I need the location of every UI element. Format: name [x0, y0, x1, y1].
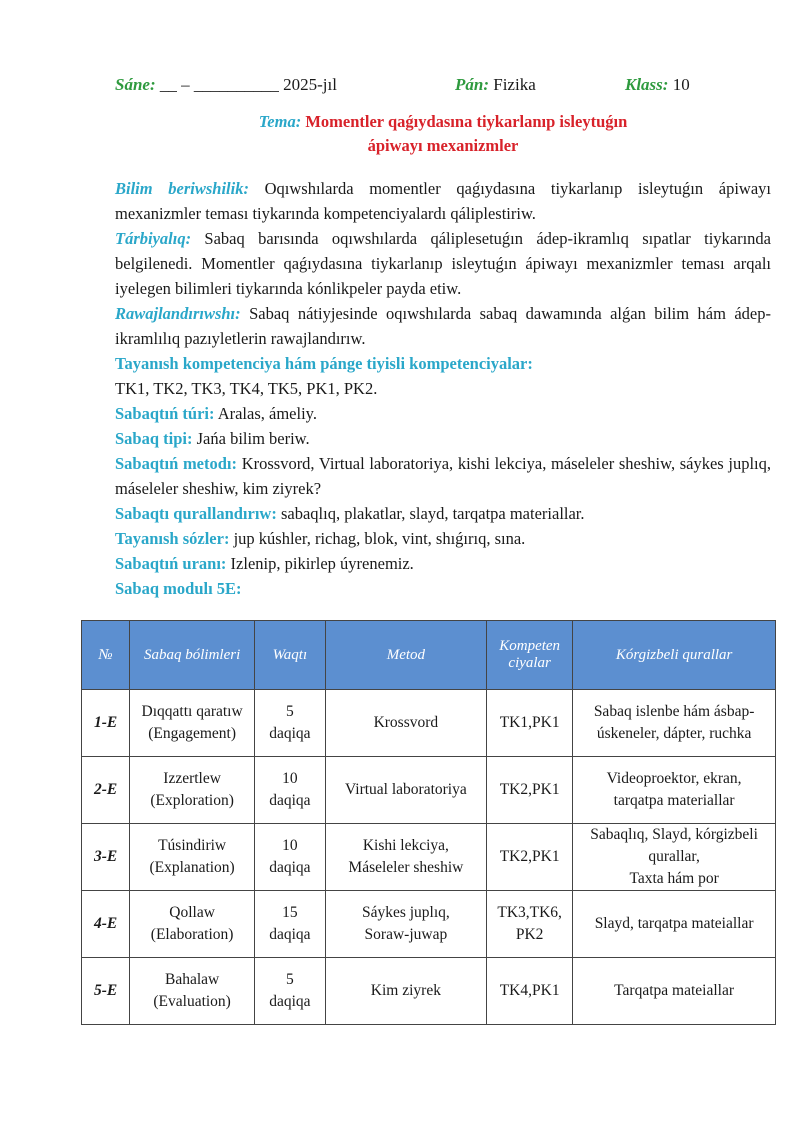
- lesson-tools: [115, 501, 771, 526]
- row-number: 4-E: [82, 891, 130, 958]
- competence-cell: TK1,PK1: [487, 690, 573, 757]
- competence-cell: TK4,PK1: [487, 958, 573, 1025]
- section-cell: Bahalaw (Evaluation): [130, 958, 255, 1025]
- row-number: 3-E: [82, 824, 130, 891]
- method-cell: Krossvord: [325, 690, 486, 757]
- keywords-label: Tayanısh sózler:: [115, 529, 230, 548]
- lesson-kind-text: Aralas, ámeliy.: [217, 404, 317, 423]
- time-cell: 10 daqiqa: [255, 824, 326, 891]
- lesson-plan-table: [81, 620, 776, 1025]
- upbringing-label: Tárbiyalıq:: [115, 229, 192, 248]
- time-cell: 5 daqiqa: [255, 958, 326, 1025]
- time-cell: 15 daqiqa: [255, 891, 326, 958]
- lesson-kind-label: Sabaqtıń túri:: [115, 404, 215, 423]
- module-heading: [115, 576, 771, 601]
- table-row: [82, 690, 776, 757]
- date-value: __ – __________ 2025-jıl: [159, 75, 337, 94]
- motto-label: Sabaqtıń uranı:: [115, 554, 227, 573]
- table-row: [82, 891, 776, 958]
- educational-text: Oqıwshılarda momentler qaǵıydasına tiykarlanıp isleytuǵın ápiwayı mexanizmler teması tiykarında kompetenciyalardı qáliplestiriw.: [115, 179, 771, 223]
- class-value: 10: [672, 75, 690, 94]
- lesson-motto: [115, 551, 771, 576]
- table-row: [82, 958, 776, 1025]
- lesson-type-text: Jańa bilim beriw.: [196, 429, 310, 448]
- subject-label: Pán:: [455, 75, 489, 94]
- aids-cell: Tarqatpa mateiallar: [573, 958, 776, 1025]
- section-cell: Túsindiriw (Explanation): [130, 824, 255, 891]
- topic-label: Tema:: [258, 112, 302, 131]
- row-number: 5-E: [82, 958, 130, 1025]
- competence-cell: TK2,PK1: [487, 757, 573, 824]
- developing-text: Sabaq nátiyjesinde oqıwshılarda sabaq dawamında alǵan bilim hám ádep-ikramlılıq pazıyletlerin rawajlandırıw.: [115, 304, 772, 348]
- subject-field: [455, 75, 536, 95]
- module-label: Sabaq modulı 5E:: [115, 579, 242, 598]
- developing-goal: [115, 301, 771, 351]
- competence-list: TK1, TK2, TK3, TK4, TK5, PK1, PK2.: [115, 379, 378, 398]
- aids-cell: Sabaqlıq, Slayd, kórgizbeli qurallar, Taxta hám por: [573, 824, 776, 891]
- lesson-type: [115, 426, 771, 451]
- tools-text: sabaqlıq, plakatlar, slayd, tarqatpa materiallar.: [280, 504, 585, 523]
- document-header: [115, 75, 715, 99]
- lesson-type-label: Sabaq tipi:: [115, 429, 193, 448]
- lesson-topic: [115, 110, 771, 158]
- table-header-row: [82, 621, 776, 690]
- section-cell: Dıqqattı qaratıw (Engagement): [130, 690, 255, 757]
- lesson-method: [115, 451, 771, 501]
- competence-cell: TK3,TK6, PK2: [487, 891, 573, 958]
- method-text: Krossvord, Virtual laboratoriya, kishi lekciya, máseleler sheshiw, sáykes juplıq, máseleler sheshiw, kim ziyrek?: [115, 454, 772, 498]
- date-field: [115, 75, 337, 95]
- class-field: [625, 75, 690, 95]
- tools-label: Sabaqtı qurallandırıw:: [115, 504, 277, 523]
- upbringing-goal: [115, 226, 771, 301]
- educational-label: Bilim beriwshilik:: [115, 179, 249, 198]
- section-cell: Qollaw (Elaboration): [130, 891, 255, 958]
- table-row: [82, 824, 776, 891]
- motto-text: Izlenip, pikirlep úyrenemiz.: [230, 554, 414, 573]
- keywords-text: jup kúshler, richag, blok, vint, shıǵırıq, sına.: [233, 529, 526, 548]
- topic-line-1: Momentler qaǵıydasına tiykarlanıp isleytuǵın: [305, 112, 628, 131]
- educational-goal: [115, 176, 771, 226]
- time-cell: 5 daqiqa: [255, 690, 326, 757]
- col-aids-header: Kórgizbeli qurallar: [573, 621, 776, 690]
- aids-cell: Sabaq islenbe hám ásbap- úskeneler, dápter, ruchka: [573, 690, 776, 757]
- keywords: [115, 526, 771, 551]
- aids-cell: Videoproektor, ekran, tarqatpa materiallar: [573, 757, 776, 824]
- competence-heading: [115, 351, 771, 376]
- row-number: 1-E: [82, 690, 130, 757]
- section-cell: Izzertlew (Exploration): [130, 757, 255, 824]
- topic-line-2: ápiwayı mexanizmler: [367, 136, 519, 155]
- competence-cell: TK2,PK1: [487, 824, 573, 891]
- aids-cell: Slayd, tarqatpa mateiallar: [573, 891, 776, 958]
- upbringing-text: Sabaq barısında oqıwshılarda qáliplesetuǵın ádep-ikramlıq sıpatlar tiykarında belgilenedi. Momentler qaǵıydasına tiykarlanıp isleytuǵın ápiwayı mexanizmler teması arqalı iyelegen bilimleri tiykarında kónlikpeler payda etiw.: [115, 229, 772, 298]
- class-label: Klass:: [625, 75, 669, 94]
- row-number: 2-E: [82, 757, 130, 824]
- method-cell: Kishi lekciya, Máseleler sheshiw: [325, 824, 486, 891]
- col-number-header: №: [82, 621, 130, 690]
- competence-label: Tayanısh kompetenciya hám pánge tiyisli kompetenciyalar:: [115, 354, 533, 373]
- col-competence-header: Kompeten ciyalar: [487, 621, 573, 690]
- col-sections-header: Sabaq bólimleri: [130, 621, 255, 690]
- subject-value: Fizika: [493, 75, 536, 94]
- col-method-header: Metod: [325, 621, 486, 690]
- developing-label: Rawajlandırıwshı:: [115, 304, 241, 323]
- method-cell: Kim ziyrek: [325, 958, 486, 1025]
- time-cell: 10 daqiqa: [255, 757, 326, 824]
- method-cell: Sáykes juplıq, Soraw-juwap: [325, 891, 486, 958]
- date-label: Sáne:: [115, 75, 156, 94]
- lesson-objectives: [115, 176, 771, 601]
- method-label: Sabaqtıń metodı:: [115, 454, 238, 473]
- method-cell: Virtual laboratoriya: [325, 757, 486, 824]
- col-time-header: Waqtı: [255, 621, 326, 690]
- lesson-kind: [115, 401, 771, 426]
- table-row: [82, 757, 776, 824]
